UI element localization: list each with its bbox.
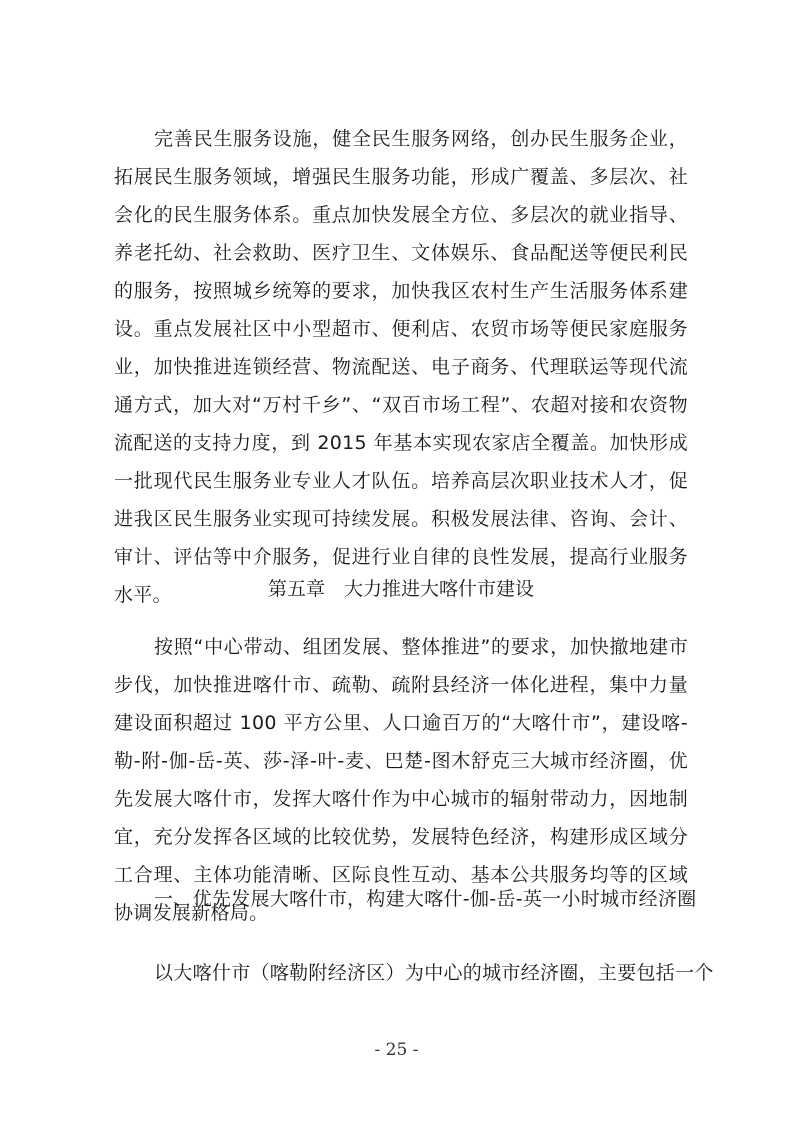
page-number: - 25 -: [374, 1040, 419, 1060]
section-heading: 一、优先发展大喀什市，构建大喀什-伽-岳-英一小时城市经济圈: [154, 888, 697, 910]
body-paragraph-1: 完善民生服务设施，健全民生服务网络，创办民生服务企业，拓展民生服务领域，增强民生服务功能，形成广覆盖、多层次、社会化的民生服务体系。重点加快发展全方位、多层次的就业指导、养老托幼、社会救助、医疗卫生、文体娱乐、食品配送等便民利民的服务，按照城乡统筹的要求，加快我区农村生产生活服务体系建设。重点发展社区中小型超市、便利店、农贸市场等便民家庭服务业，加快推进连锁经营、物流配送、电子商务、代理联运等现代流通方式，加大对“万村千乡”、“双百市场工程”、农超对接和农资物流配送的支持力度，到 2015 年基本实现农家店全覆盖。加快形成一批现代民生服务业专业人才队伍。培养高层次职业技术人才，促进我区民生服务业实现可持续发展。积极发展法律、咨询、会计、审计、评估等中介服务，促进行业自律的良性发展，提高行业服务水平。: [114, 128, 688, 606]
chapter-title: 第五章 大力推进大喀什市建设: [267, 578, 534, 600]
body-paragraph-2: 按照“中心带动、组团发展、整体推进”的要求，加快撤地建市步伐，加快推进喀什市、疏勒、疏附县经济一体化进程，集中力量建设面积超过 100 平方公里、人口逾百万的“大喀什市”，建设喀-勒-附-伽-岳-英、莎-泽-叶-麦、巴楚-图木舒克三大城市经济圈，优先发展大喀什市，发挥大喀什作为中心城市的辐射带动力，因地制宜，充分发挥各区域的比较优势，发展特色经济，构建形成区域分工合理、主体功能清晰、区际良性互动、基本公共服务均等的区域协调发展新格局。: [114, 636, 688, 924]
body-paragraph-3: 以大喀什市（喀勒附经济区）为中心的城市经济圈，主要包括一个: [154, 962, 714, 984]
